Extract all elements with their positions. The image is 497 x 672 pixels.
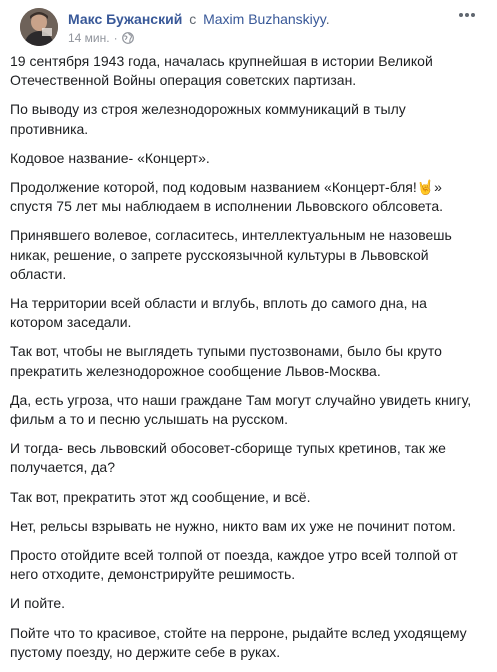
post-paragraph: И пойте. — [10, 595, 66, 612]
avatar-photo — [20, 8, 58, 46]
post-paragraph: Нет, рельсы взрывать не нужно, никто вам их уже не починит потом. — [10, 517, 456, 534]
post-paragraph: 19 сентября 1943 года, началась крупнейшая в истории Великой Отечественной Войны операция советских партизан. — [10, 53, 433, 89]
post-paragraph: По выводу из строя железнодорожных коммуникаций в тылу противника. — [10, 101, 406, 137]
post-paragraph: Да, есть угроза, что наши граждане Там могут случайно увидеть книгу, фильм а то и песню услышать на русском. — [10, 391, 472, 428]
with-word: с — [189, 11, 197, 27]
post-paragraph: Так вот, прекратить этот жд сообщение, и всё. — [10, 488, 311, 505]
post-paragraph: Кодовое название- «Концерт». — [10, 149, 210, 166]
title-period: . — [325, 11, 330, 27]
globe-icon[interactable] — [122, 32, 134, 44]
more-icon — [457, 10, 477, 24]
tagged-user-link[interactable]: Maxim Buzhanskiyy — [203, 11, 326, 27]
post-meta — [68, 30, 448, 46]
more-options-button[interactable] — [457, 10, 477, 24]
post-paragraph: Продолжение которой, под кодовым названием «Концерт-бля!🤘» спустя 75 лет мы наблюдаем в исполнении Львовского облсовета. — [10, 179, 444, 215]
post-body — [10, 52, 480, 672]
author-name-link[interactable]: Макс Бужанский — [68, 11, 183, 27]
post-header — [10, 0, 487, 50]
meta-separator: · — [113, 31, 118, 45]
post-paragraph: Пойте что то красивое, стойте на перроне, рыдайте вслед уходящему пустому поезду, но держите себе в руках. — [10, 624, 467, 660]
post-timestamp[interactable]: 14 мин. — [68, 31, 110, 45]
post-header-text — [68, 10, 448, 46]
post-paragraph: Просто отойдите всей толпой от поезда, каждое утро всей толпой от него отходите, демонстрируйте решимость. — [10, 547, 458, 583]
post-paragraph: И тогда- весь львовский обосовет-сборище тупых кретинов, так же получается, да? — [10, 440, 446, 476]
post-paragraph: Принявшего волевое, согласитесь, интеллектуальным не назовешь никак, решение, о запрете русскоязычной культуры в Львовской области. — [10, 227, 452, 282]
avatar[interactable] — [20, 8, 58, 46]
post-paragraph: На территории всей области и вглубь, вплоть до самого дна, на котором заседали. — [10, 295, 427, 331]
post-paragraph: Так вот, чтобы не выглядеть тупыми пустозвонами, было бы круто прекратить железнодорожное сообщение Львов-Москва. — [10, 343, 442, 379]
post-title-line — [68, 10, 448, 28]
